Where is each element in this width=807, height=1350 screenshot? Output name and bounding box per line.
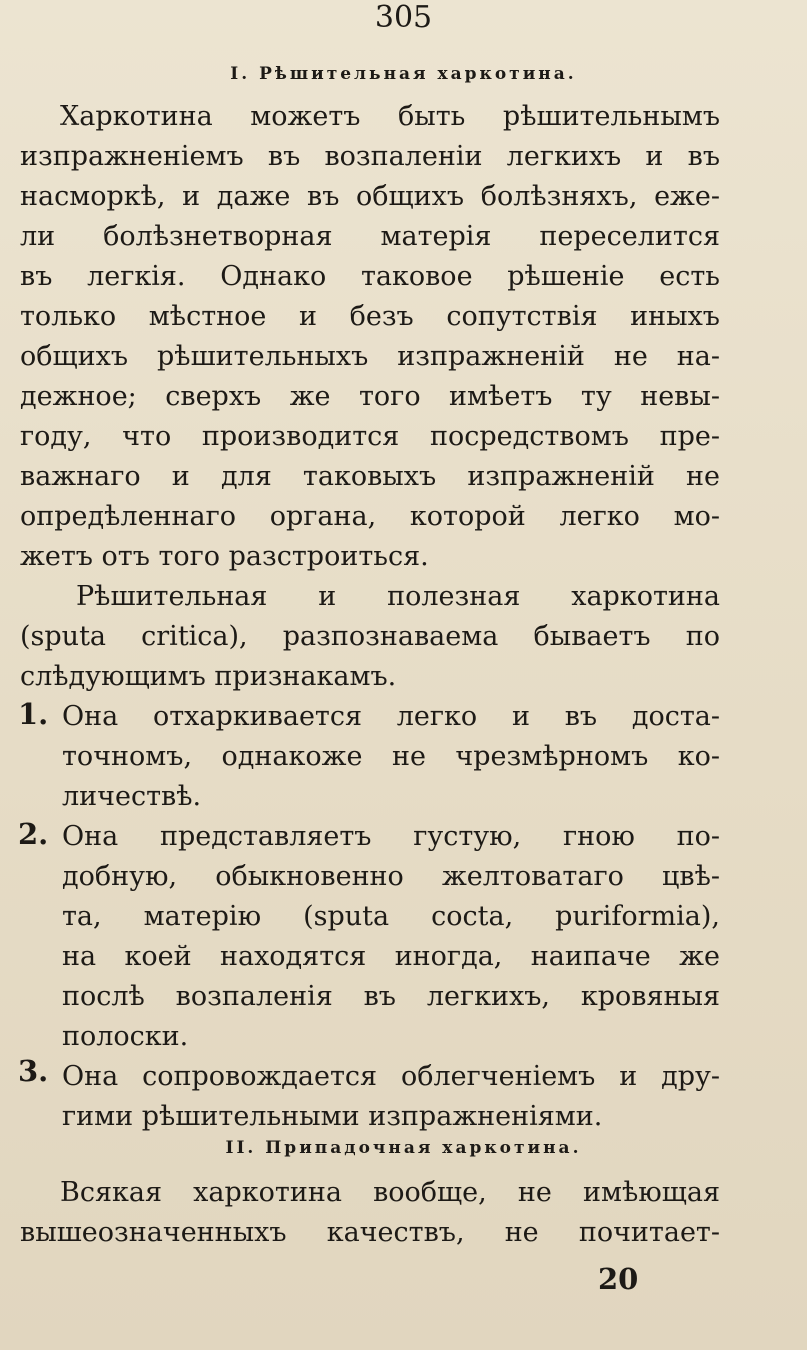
signature-mark: 20	[598, 1262, 639, 1296]
text-line: Всякая харкотина вообще, не имѣющая	[60, 1177, 720, 1208]
text-line: послѣ возпаленія въ легкихъ, кровяныя	[62, 981, 720, 1012]
text-line: Она представляетъ густую, гною по-	[62, 821, 720, 852]
list-number: 1.	[18, 697, 49, 731]
text-line: (sputa critica), разпознаваема бываетъ по	[20, 621, 720, 652]
text-line: ли болѣзнетворная матерія переселится	[20, 221, 720, 252]
text-line: жетъ отъ того разстроиться.	[20, 541, 429, 572]
text-line: добную, обыкновенно желтоватаго цвѣ-	[62, 861, 720, 892]
text-line: изпражненіемъ въ возпаленіи легкихъ и въ	[20, 141, 720, 172]
text-line: на коей находятся иногда, наипаче же	[62, 941, 720, 972]
text-line: въ легкія. Однако таковое рѣшеніе есть	[20, 261, 720, 292]
section-heading-2: II. Припадочная харкотина.	[225, 1138, 582, 1158]
text-line: личествѣ.	[62, 781, 202, 812]
text-line: Она сопровождается облегченіемъ и дру-	[62, 1061, 720, 1092]
text-line: году, что производится посредствомъ пре-	[20, 421, 720, 452]
text-line: только мѣстное и безъ сопутствія иныхъ	[20, 301, 720, 332]
text-line: дежное; сверхъ же того имѣетъ ту невы-	[20, 381, 720, 412]
list-number: 2.	[18, 817, 49, 851]
text-line: полоски.	[62, 1021, 189, 1052]
section-heading-1: I. Рѣшительная харкотина.	[230, 64, 577, 84]
text-line: та, матерію (sputa cocta, puriformia),	[62, 901, 720, 932]
text-line: Она отхаркивается легко и въ доста-	[62, 701, 720, 732]
text-line: Рѣшительная и полезная харкотина	[76, 581, 720, 612]
page-number: 305	[374, 0, 433, 35]
text-line: слѣдующимъ признакамъ.	[20, 661, 397, 692]
text-line: опредѣленнаго органа, которой легко мо-	[20, 501, 720, 532]
text-line: насморкѣ, и даже въ общихъ болѣзняхъ, еже-	[20, 181, 720, 212]
text-line: точномъ, однакоже не чрезмѣрномъ ко-	[62, 741, 720, 772]
text-line: общихъ рѣшительныхъ изпражненій не на-	[20, 341, 720, 372]
list-number: 3.	[18, 1054, 49, 1088]
text-line: гими рѣшительными изпражненіями.	[62, 1101, 603, 1132]
text-line: важнаго и для таковыхъ изпражненій не	[20, 461, 720, 492]
text-line: Харкотина можетъ быть рѣшительнымъ	[60, 101, 720, 132]
text-line: вышеозначенныхъ качествъ, не почитает-	[20, 1217, 720, 1248]
